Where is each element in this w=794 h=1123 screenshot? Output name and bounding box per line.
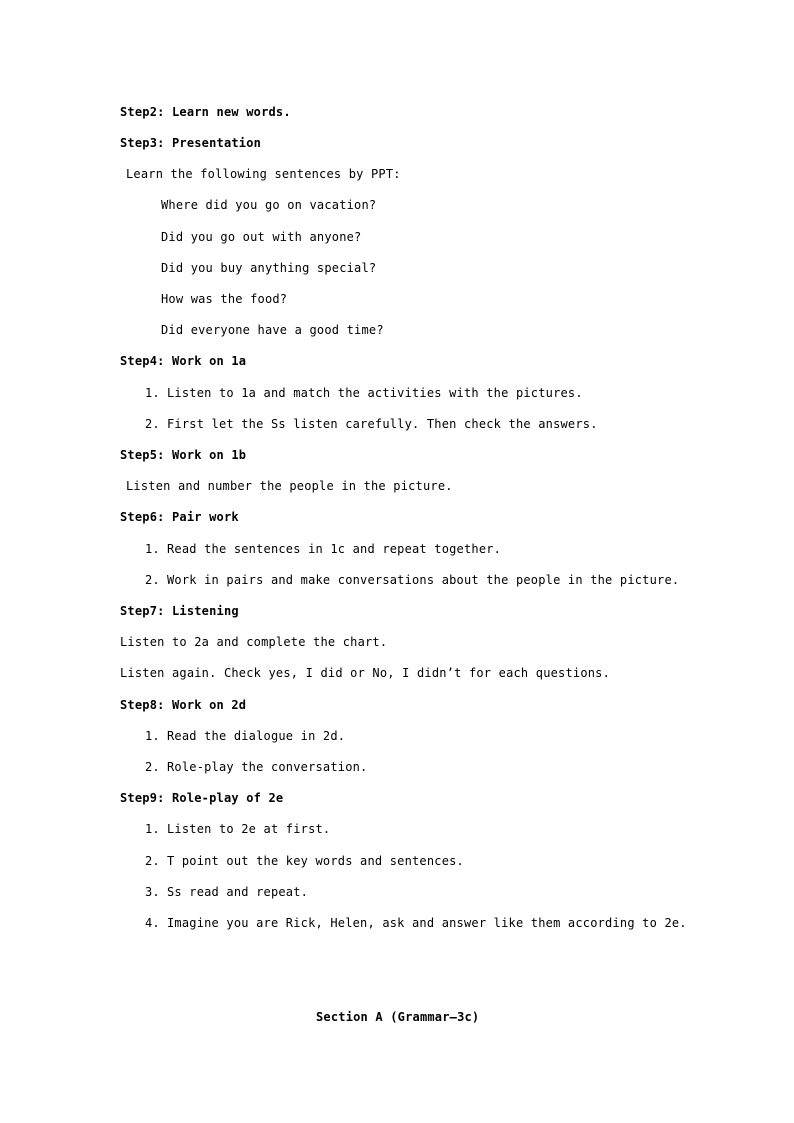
step5-text: Listen and number the people in the picture. [126,479,453,493]
step4-list-item [145,416,598,432]
step9-list-item [145,884,308,900]
step3-sentence: Did you go out with anyone? [161,230,362,244]
list-number: 2. [145,573,160,587]
step9-list-item [145,853,464,869]
step6-list-item [145,572,679,588]
step4-heading: Step4: Work on 1a [120,354,247,368]
list-number: 2. [145,760,160,774]
list-number: 1. [145,386,160,400]
list-number: 3. [145,885,160,899]
step3-heading: Step3: Presentation [120,136,262,150]
step3-sentence: Did you buy anything special? [161,261,377,275]
list-text: Read the sentences in 1c and repeat together. [167,542,502,556]
list-number: 2. [145,854,160,868]
list-number: 1. [145,822,160,836]
list-text: Role-play the conversation. [167,760,368,774]
step8-heading: Step8: Work on 2d [120,698,247,712]
step6-heading: Step6: Pair work [120,510,239,524]
step7-line: Listen to 2a and complete the chart. [120,635,388,649]
list-text: Ss read and repeat. [167,885,309,899]
list-number: 4. [145,916,160,930]
step8-list-item [145,728,345,744]
list-text: Listen to 1a and match the activities with the pictures. [167,386,583,400]
step9-list-item [145,915,687,931]
step9-heading: Step9: Role-play of 2e [120,791,284,805]
step3-sentence: Where did you go on vacation? [161,198,377,212]
step3-sentence: How was the food? [161,292,288,306]
step6-list-item [145,541,501,557]
list-number: 1. [145,729,160,743]
step3-sentence: Did everyone have a good time? [161,323,384,337]
list-text: T point out the key words and sentences. [167,854,464,868]
step8-list-item [145,759,367,775]
list-number: 2. [145,417,160,431]
section-title: Section A (Grammar—3c) [316,1010,480,1024]
step7-line: Listen again. Check yes, I did or No, I didn’t for each questions. [120,666,611,680]
step2-heading: Step2: Learn new words. [120,105,291,119]
list-text: Listen to 2e at first. [167,822,331,836]
list-text: Read the dialogue in 2d. [167,729,346,743]
step7-heading: Step7: Listening [120,604,239,618]
step9-list-item [145,821,330,837]
step4-list-item [145,385,583,401]
list-text: First let the Ss listen carefully. Then check the answers. [167,417,598,431]
list-text: Work in pairs and make conversations about the people in the picture. [167,573,680,587]
list-number: 1. [145,542,160,556]
step3-intro: Learn the following sentences by PPT: [126,167,401,181]
step5-heading: Step5: Work on 1b [120,448,247,462]
list-text: Imagine you are Rick, Helen, ask and answer like them according to 2e. [167,916,687,930]
